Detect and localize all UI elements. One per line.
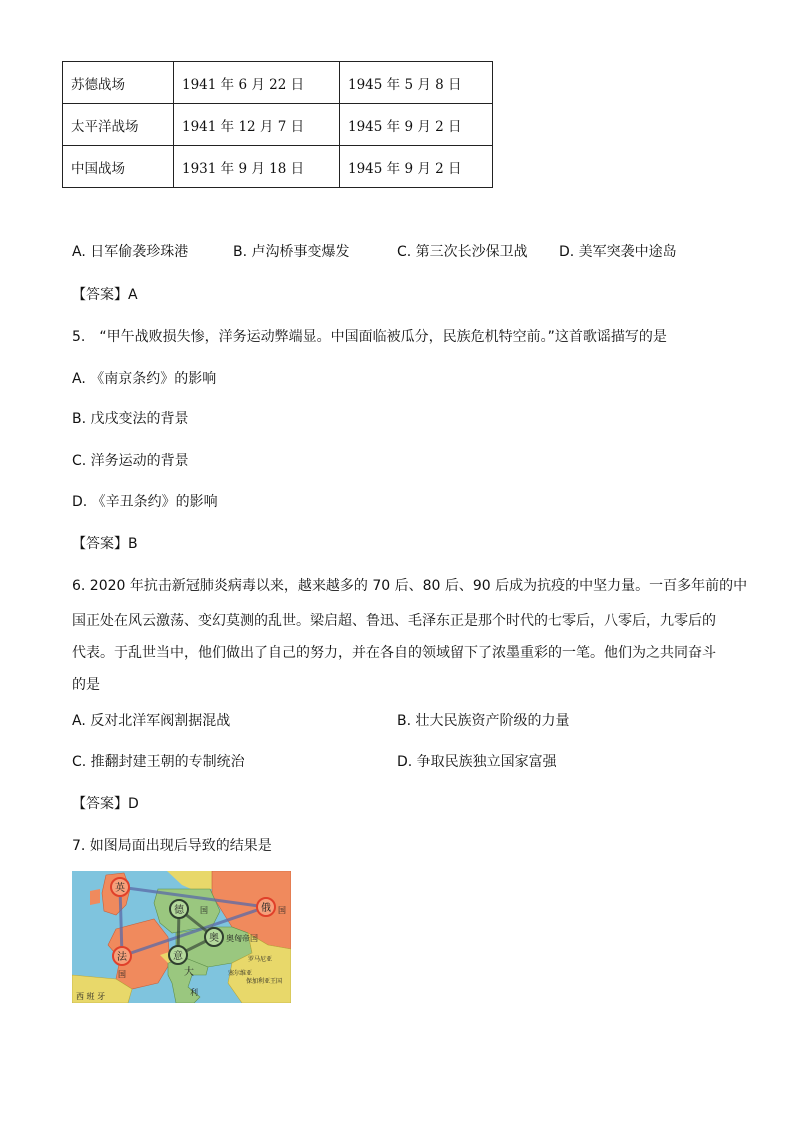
table-cell: 1945 年 9 月 2 日 — [340, 104, 493, 146]
britain-label: 英 — [115, 883, 125, 894]
table-cell: 中国战场 — [63, 146, 174, 188]
russia-marker — [257, 898, 275, 916]
answer-label: 【答案】 — [72, 287, 128, 303]
q6-option-c[interactable]: C. 推翻封建王朝的专制统治 — [72, 754, 245, 770]
italy-land-label: 利 — [190, 988, 198, 997]
table-cell: 1941 年 6 月 22 日 — [174, 62, 340, 104]
q6-stem-line: 代表。于乱世当中，他们做出了自己的努力，并在各自的领域留下了浓墨重彩的一笔。他们为之共同奋斗 — [72, 645, 716, 661]
table-cell: 1945 年 9 月 2 日 — [340, 146, 493, 188]
table-cell: 1941 年 12 月 7 日 — [174, 104, 340, 146]
q5-option-b[interactable]: B. 戊戌变法的背景 — [72, 411, 189, 427]
q4-option-a[interactable]: A. 日军偷袭珍珠港 — [72, 244, 189, 260]
q5-option-c[interactable]: C. 洋务运动的背景 — [72, 453, 189, 469]
germany-marker — [170, 900, 188, 918]
answer-value: D — [128, 796, 139, 812]
q5-answer — [72, 533, 138, 553]
answer-label: 【答案】 — [72, 536, 128, 552]
q6-stem-line: 6. 2020 年抗击新冠肺炎病毒以来，越来越多的 70 后、80 后、90 后成为抗疫的中坚力量。一百多年前的中 — [72, 578, 748, 594]
q4-answer — [72, 284, 138, 304]
q6-stem-line: 的是 — [72, 677, 100, 693]
germany-country-label: 国 — [200, 906, 208, 915]
answer-value: A — [128, 287, 138, 303]
q6-answer — [72, 793, 139, 813]
q5-option-a[interactable]: A. 《南京条约》的影响 — [72, 371, 217, 387]
france-label: 法 — [117, 952, 127, 963]
austria-marker — [205, 928, 223, 946]
table-cell: 太平洋战场 — [63, 104, 174, 146]
q4-option-d[interactable]: D. 美军突袭中途岛 — [559, 244, 677, 260]
ireland-area — [90, 889, 100, 905]
italy-big-label: 大 — [184, 967, 194, 978]
q6-option-d[interactable]: D. 争取民族独立国家富强 — [397, 754, 557, 770]
answer-label: 【答案】 — [72, 796, 128, 812]
serbia-label: 塞尔维亚 — [228, 970, 253, 977]
map-graphic — [72, 871, 291, 1003]
britain-marker — [111, 878, 129, 896]
germany-label: 德 — [174, 905, 184, 916]
bulgaria-label: 保加利亚王国 — [246, 978, 283, 985]
q7-stem: 7. 如图局面出现后导致的结果是 — [72, 838, 272, 854]
russia-country-label: 国 — [278, 906, 286, 915]
entente-line-uk-france — [120, 887, 122, 956]
europe-alliance-map — [72, 871, 291, 1003]
spain-label: 西 班 牙 — [76, 992, 106, 1001]
table-cell: 苏德战场 — [63, 62, 174, 104]
table-row — [63, 62, 493, 104]
austria-label: 奥 — [209, 933, 219, 944]
table-row — [63, 104, 493, 146]
q4-option-c[interactable]: C. 第三次长沙保卫战 — [397, 244, 528, 260]
table-row — [63, 146, 493, 188]
italy-marker — [169, 946, 187, 964]
q5-option-d[interactable]: D. 《辛丑条约》的影响 — [72, 494, 218, 510]
italy-label: 意 — [173, 951, 183, 962]
answer-value: B — [128, 536, 138, 552]
france-country-label: 国 — [118, 970, 126, 979]
q6-option-b[interactable]: B. 壮大民族资产阶级的力量 — [397, 713, 570, 729]
q5-stem: 5. “甲午战败损失惨，洋务运动弊端显。中国面临被瓜分，民族危机特空前。”这首歌谣描写的是 — [72, 329, 667, 345]
romania-label: 罗马尼亚 — [248, 956, 273, 963]
q4-option-b[interactable]: B. 卢沟桥事变爆发 — [233, 244, 350, 260]
russia-label: 俄 — [261, 903, 271, 914]
q6-stem-line: 国正处在风云激荡、变幻莫测的乱世。梁启超、鲁迅、毛泽东正是那个时代的七零后，八零后，九零后的 — [72, 613, 716, 629]
q6-option-a[interactable]: A. 反对北洋军阀割据混战 — [72, 713, 231, 729]
table-cell: 1931 年 9 月 18 日 — [174, 146, 340, 188]
table-cell: 1945 年 5 月 8 日 — [340, 62, 493, 104]
austro-empire-label: 奥匈帝国 — [226, 934, 258, 943]
france-marker — [113, 947, 131, 965]
war-period-table — [62, 61, 493, 188]
